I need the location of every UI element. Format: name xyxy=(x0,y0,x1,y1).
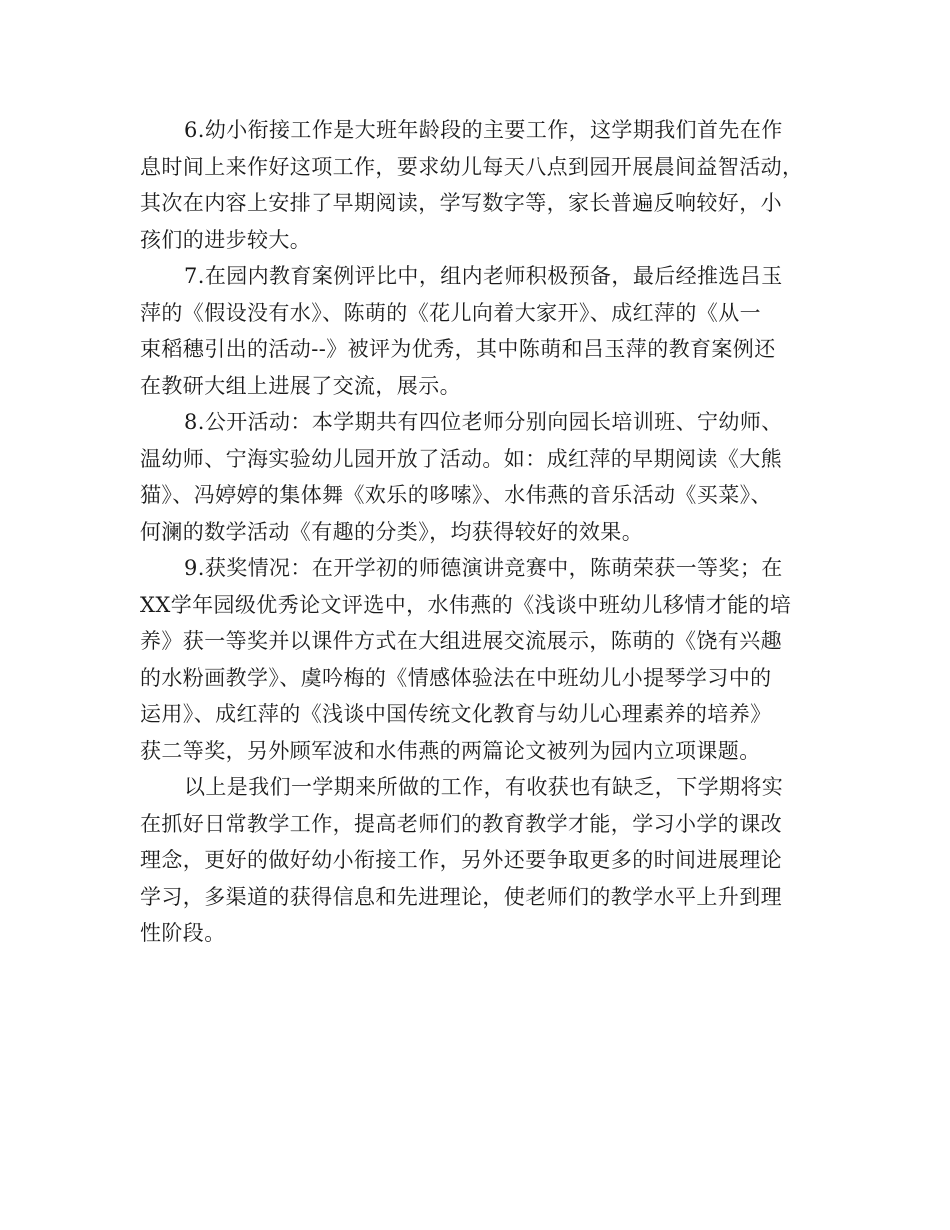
text-line: 息时间上来作好这项工作，要求幼儿每天八点到园开展晨间益智活动， xyxy=(140,154,804,179)
text-line: 理念，更好的做好幼小衔接工作，另外还要争取更多的时间进展理论 xyxy=(140,848,782,872)
text-line: 在教研大组上进展了交流，展示。 xyxy=(140,373,461,398)
text-line: 8.公开活动：本学期共有四位老师分别向园长培训班、宁幼师、 xyxy=(184,410,783,434)
text-line: 以上是我们一学期来所做的工作，有收获也有缺乏，下学期将实 xyxy=(184,775,784,799)
text-line: 孩们的进步较大。 xyxy=(140,227,312,252)
paragraph-item-6 xyxy=(140,112,815,258)
paragraph-summary xyxy=(140,769,815,952)
text-line: 获二等奖，另外顾军波和水伟燕的两篇论文被列为园内立项课题。 xyxy=(140,738,761,763)
text-line: 学习，多渠道的获得信息和先进理论，使老师们的教学水平上升到理 xyxy=(140,884,782,909)
text-line: 6.幼小衔接工作是大班年龄段的主要工作，这学期我们首先在作 xyxy=(184,118,783,142)
text-line: 7.在园内教育案例评比中，组内老师积极预备，最后经推选吕玉 xyxy=(184,264,783,288)
text-line: 9.获奖情况：在开学初的师德演讲竞赛中，陈萌荣获一等奖；在 xyxy=(184,556,783,580)
paragraph-item-8 xyxy=(140,404,815,550)
paragraph-item-9 xyxy=(140,550,815,769)
text-line: 何澜的数学活动《有趣的分类》，均获得较好的效果。 xyxy=(140,519,644,544)
text-line: 萍的《假设没有水》、陈萌的《花儿向着大家开》、成红萍的《从一 xyxy=(140,300,761,325)
text-line: 性阶段。 xyxy=(140,921,226,945)
text-line: 温幼师、宁海实验幼儿园开放了活动。如：成红萍的早期阅读《大熊 xyxy=(140,446,782,471)
text-line: 其次在内容上安排了早期阅读，学写数字等，家长普遍反响较好，小 xyxy=(140,191,782,215)
document-body xyxy=(140,112,815,952)
text-line: XX学年园级优秀论文评选中，水伟燕的《浅谈中班幼儿移情才能的培 xyxy=(140,592,792,617)
text-line: 在抓好日常教学工作，提高老师们的教育教学才能，学习小学的课改 xyxy=(140,811,782,836)
text-line: 束稻穗引出的活动--》被评为优秀，其中陈萌和吕玉萍的教育案例还 xyxy=(140,337,776,361)
text-line: 的水粉画教学》、虞吟梅的《情感体验法在中班幼儿小提琴学习中的 xyxy=(140,665,772,690)
text-line: 猫》、冯婷婷的集体舞《欢乐的哆嗦》、水伟燕的音乐活动《买菜》、 xyxy=(140,483,772,507)
text-line: 运用》、成红萍的《浅谈中国传统文化教育与幼儿心理素养的培养》 xyxy=(140,702,772,726)
paragraph-item-7 xyxy=(140,258,815,404)
text-line: 养》获一等奖并以课件方式在大组进展交流展示，陈萌的《饶有兴趣 xyxy=(140,629,782,653)
